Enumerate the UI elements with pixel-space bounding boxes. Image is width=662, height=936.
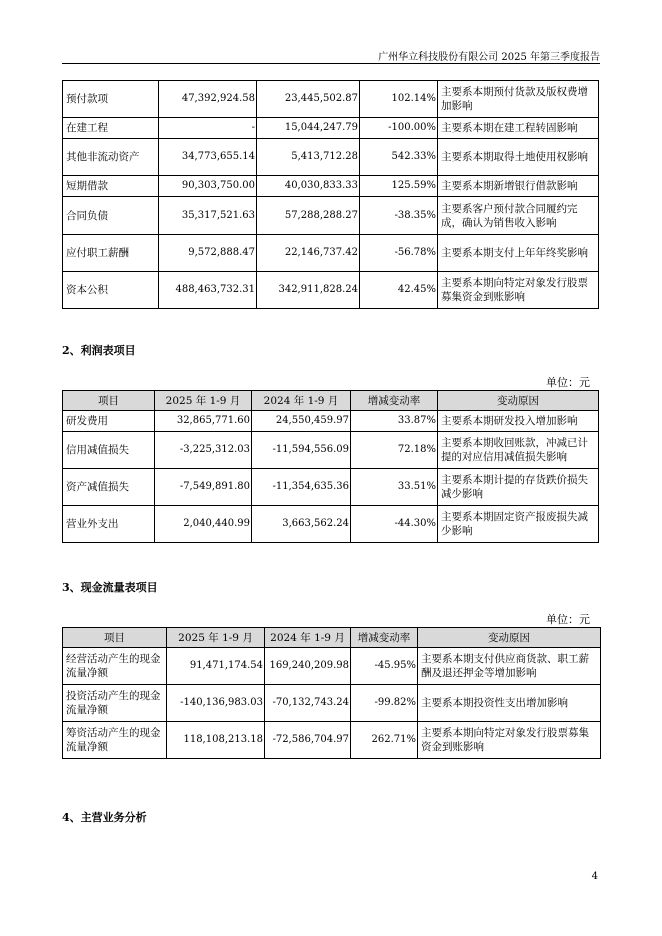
value-current: 34,773,655.14: [159, 139, 257, 176]
value-prior: 342,911,828.24: [257, 272, 360, 309]
unit-label: 单位：元: [546, 376, 590, 389]
value-current: 2,040,440.99: [155, 506, 252, 543]
value-current: 488,463,732.31: [159, 272, 257, 309]
cash-flow-table: [62, 627, 601, 759]
row-item: 资本公积: [63, 272, 159, 309]
value-prior: 57,288,288.27: [257, 197, 360, 235]
change-rate: 102.14%: [360, 81, 438, 118]
change-reason: 主要系本期固定资产报废损失减少影响: [438, 506, 599, 543]
change-reason: 主要系客户预付款合同履约完成，确认为销售收入影响: [438, 197, 599, 235]
table-row: [63, 411, 599, 432]
value-prior: -72,586,704.97: [265, 722, 351, 759]
change-reason: 主要系本期新增银行借款影响: [438, 176, 599, 197]
change-reason: 主要系本期预付货款及版权费增加影响: [438, 81, 599, 118]
change-reason: 主要系本期支付供应商货款、职工薪酬及退还押金等增加影响: [418, 648, 601, 685]
value-prior: 24,550,459.97: [252, 411, 351, 432]
change-rate: 33.87%: [351, 411, 438, 432]
table-row: [63, 118, 599, 139]
change-reason: 主要系本期在建工程转固影响: [438, 118, 599, 139]
value-prior: -11,354,635.36: [252, 469, 351, 506]
section-title-cashflow: 3、现金流量表项目: [62, 581, 158, 594]
header-rule: [62, 63, 600, 64]
value-prior: 40,030,833.33: [257, 176, 360, 197]
row-item: 信用减值损失: [63, 432, 155, 469]
unit-label: 单位：元: [546, 613, 590, 626]
value-current: 91,471,174.54: [167, 648, 265, 685]
row-item: 研发费用: [63, 411, 155, 432]
row-item: 经营活动产生的现金流量净额: [63, 648, 167, 685]
change-reason: 主要系本期投资性支出增加影响: [418, 685, 601, 722]
change-reason: 主要系本期支付上年年终奖影响: [438, 235, 599, 272]
table-row: [63, 235, 599, 272]
change-reason: 主要系本期向特定对象发行股票募集资金到账影响: [418, 722, 601, 759]
table-row: [63, 176, 599, 197]
value-prior: 22,146,737.42: [257, 235, 360, 272]
value-prior: -11,594,556.09: [252, 432, 351, 469]
column-header: 增减变动率: [351, 391, 438, 411]
row-item: 投资活动产生的现金流量净额: [63, 685, 167, 722]
row-item: 合同负债: [63, 197, 159, 235]
change-reason: 主要系本期收回账款，冲减已计提的对应信用减值损失影响: [438, 432, 599, 469]
value-current: 118,108,213.18: [167, 722, 265, 759]
change-rate: 125.59%: [360, 176, 438, 197]
value-prior: 15,044,247.79: [257, 118, 360, 139]
column-header: 2024 年 1-9 月: [252, 391, 351, 411]
column-header: 变动原因: [418, 628, 601, 648]
value-prior: 23,445,502.87: [257, 81, 360, 118]
table-row: [63, 139, 599, 176]
table-row: [63, 469, 599, 506]
row-item: 应付职工薪酬: [63, 235, 159, 272]
table-row: [63, 722, 601, 759]
column-header: 项目: [63, 391, 155, 411]
value-prior: 169,240,209.98: [265, 648, 351, 685]
section-title-main-business: 4、主营业务分析: [62, 811, 147, 824]
row-item: 其他非流动资产: [63, 139, 159, 176]
balance-sheet-table: [62, 80, 599, 309]
change-rate: 542.33%: [360, 139, 438, 176]
value-current: -: [159, 118, 257, 139]
change-rate: -38.35%: [360, 197, 438, 235]
table-row: [63, 81, 599, 118]
value-current: 32,865,771.60: [155, 411, 252, 432]
row-item: 筹资活动产生的现金流量净额: [63, 722, 167, 759]
change-reason: 主要系本期向特定对象发行股票募集资金到账影响: [438, 272, 599, 309]
change-rate: -44.30%: [351, 506, 438, 543]
income-statement-table: [62, 390, 599, 543]
value-prior: 5,413,712.28: [257, 139, 360, 176]
row-item: 资产减值损失: [63, 469, 155, 506]
column-header: 2024 年 1-9 月: [265, 628, 351, 648]
column-header: 变动原因: [438, 391, 599, 411]
value-current: -7,549,891.80: [155, 469, 252, 506]
column-header: 2025 年 1-9 月: [155, 391, 252, 411]
table-row: [63, 432, 599, 469]
column-header: 项目: [63, 628, 167, 648]
value-current: -3,225,312.03: [155, 432, 252, 469]
change-rate: -100.00%: [360, 118, 438, 139]
value-current: 9,572,888.47: [159, 235, 257, 272]
value-current: -140,136,983.03: [167, 685, 265, 722]
value-current: 47,392,924.58: [159, 81, 257, 118]
change-rate: 33.51%: [351, 469, 438, 506]
table-row: [63, 506, 599, 543]
column-header: 增减变动率: [351, 628, 418, 648]
change-rate: 262.71%: [351, 722, 418, 759]
change-rate: -56.78%: [360, 235, 438, 272]
change-rate: 42.45%: [360, 272, 438, 309]
row-item: 短期借款: [63, 176, 159, 197]
column-header: 2025 年 1-9 月: [167, 628, 265, 648]
table-row: [63, 197, 599, 235]
table-row: [63, 648, 601, 685]
table-header-row: [63, 628, 601, 648]
table-row: [63, 272, 599, 309]
value-prior: 3,663,562.24: [252, 506, 351, 543]
change-reason: 主要系本期计提的存货跌价损失减少影响: [438, 469, 599, 506]
change-reason: 主要系本期研发投入增加影响: [438, 411, 599, 432]
change-rate: -45.95%: [351, 648, 418, 685]
row-item: 预付款项: [63, 81, 159, 118]
value-current: 35,317,521.63: [159, 197, 257, 235]
page-header: 广州华立科技股份有限公司 2025 年第三季度报告: [378, 52, 600, 63]
change-rate: -99.82%: [351, 685, 418, 722]
value-current: 90,303,750.00: [159, 176, 257, 197]
row-item: 营业外支出: [63, 506, 155, 543]
section-title-income: 2、利润表项目: [62, 344, 136, 357]
change-rate: 72.18%: [351, 432, 438, 469]
page-number: 4: [591, 871, 598, 882]
change-reason: 主要系本期取得土地使用权影响: [438, 139, 599, 176]
table-header-row: [63, 391, 599, 411]
row-item: 在建工程: [63, 118, 159, 139]
table-row: [63, 685, 601, 722]
value-prior: -70,132,743.24: [265, 685, 351, 722]
